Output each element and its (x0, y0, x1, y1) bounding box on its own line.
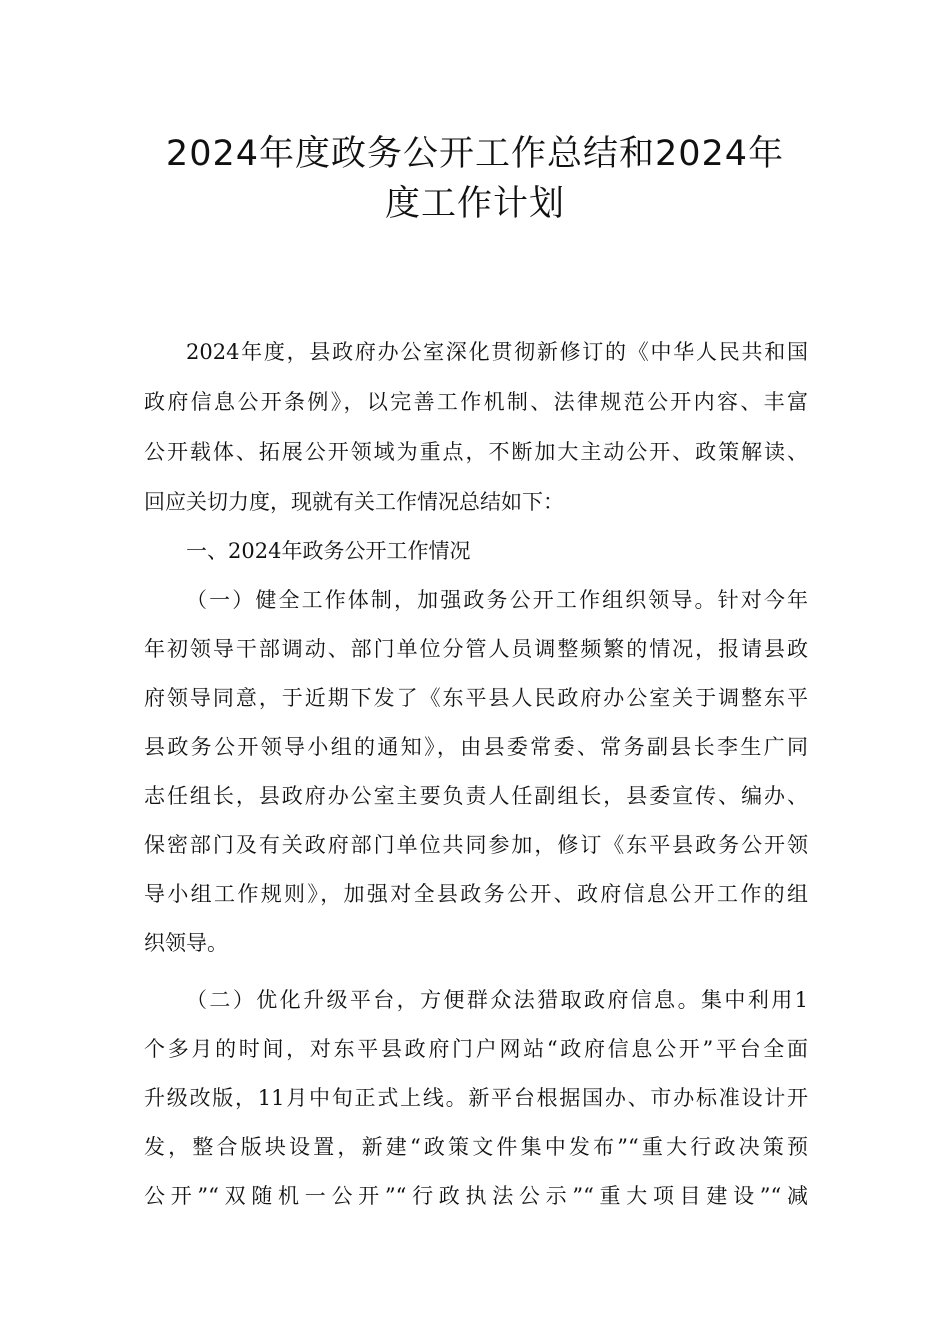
body-line: （一）健全工作体制，加强政务公开工作组织领导。针对今年 (186, 588, 808, 612)
body-line: 回应关切力度，现就有关工作情况总结如下： (144, 490, 564, 514)
body-line: （二）优化升级平台，方便群众法猎取政府信息。集中利用1 (186, 988, 808, 1012)
body-line: 发，整合版块设置，新建“政策文件集中发布”“重大行政决策预 (144, 1135, 808, 1159)
body-line: 志任组长，县政府办公室主要负责人任副组长，县委宣传、编办、 (144, 784, 808, 808)
body-line: 政府信息公开条例》，以完善工作机制、法律规范公开内容、丰富 (144, 390, 808, 414)
section-heading: 一、2024年政务公开工作情况 (186, 539, 471, 563)
body-line: 府领导同意，于近期下发了《东平县人民政府办公室关于调整东平 (144, 686, 808, 710)
body-line: 年初领导干部调动、部门单位分管人员调整频繁的情况，报请县政 (144, 637, 808, 661)
body-line: 县政务公开领导小组的通知》，由县委常委、常务副县长李生广同 (144, 735, 808, 759)
document-title-line-2: 度工作计划 (384, 184, 565, 224)
body-line: 个多月的时间，对东平县政府门户网站“政府信息公开”平台全面 (144, 1037, 808, 1061)
body-line: 升级改版，11月中旬正式上线。新平台根据国办、市办标准设计开 (144, 1086, 808, 1110)
body-line: 导小组工作规则》，加强对全县政务公开、政府信息公开工作的组 (144, 882, 808, 906)
body-line: 2024年度，县政府办公室深化贯彻新修订的《中华人民共和国 (186, 340, 808, 364)
body-line: 织领导。 (144, 931, 228, 955)
document-title-line-1: 2024年度政务公开工作总结和2024年 (165, 134, 785, 174)
body-line: 公开”“双随机一公开”“行政执法公示”“重大项目建设”“减 (144, 1184, 808, 1208)
body-line: 保密部门及有关政府部门单位共同参加，修订《东平县政务公开领 (144, 833, 808, 857)
body-line: 公开载体、拓展公开领域为重点，不断加大主动公开、政策解读、 (144, 440, 808, 464)
